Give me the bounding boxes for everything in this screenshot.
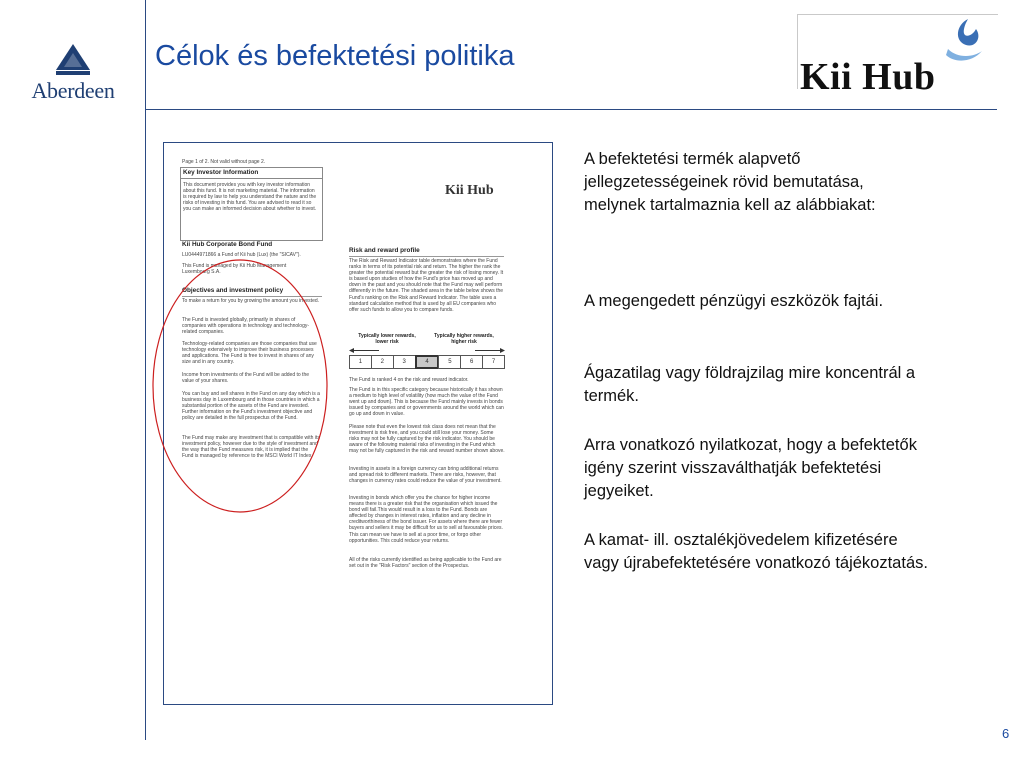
doc-risk-scale-cell: 6: [460, 355, 483, 369]
doc-risk-scale-cell: 1: [349, 355, 372, 369]
doc-risk-scale: [349, 355, 504, 369]
doc-risk-scale-cell: 4: [415, 355, 440, 369]
doc-kid-box: [180, 167, 323, 241]
kiihub-logo: [797, 14, 998, 98]
doc-page-note: Page 1 of 2. Not valid without page 2.: [182, 159, 266, 165]
doc-managed-by: This Fund is managed by Kii Hub Management Luxembourg S.A.: [182, 263, 287, 276]
aberdeen-mountain-icon: [56, 44, 90, 76]
vertical-divider: [145, 0, 146, 740]
doc-risk-bullet-5: Investing in bonds which offer you the chance for higher income means there is a greater risk that the organisation which issued the bond will fail.This would result in a loss to the Fund. Bonds are affected by changes in interest rates, inflation and any decline in creditworthiness of the bond issuer. For assets where there are fewer buyers and sellers it may be difficult for us to sell at favourable prices. This can mean we have to sell at a poor time, or forgo other opportunities. This could reduce your returns.: [349, 495, 503, 544]
aberdeen-logo: [20, 44, 126, 106]
item-dividend-info: A kamat- ill. osztalékjövedelem kifizetésére vagy újrabefektetésére vonatkozó tájékoztatás.: [584, 531, 928, 572]
doc-risk-bullet-6: All of the risks currently identified as being applicable to the Fund are set out in the "Risk Factors" section of the Prospectus.: [349, 557, 502, 570]
doc-objective-p1: To make a return for you by growing the amount you invested.: [182, 298, 320, 304]
item-sector-focus: Ágazatilag vagy földrajzilag mire koncentrál a termék.: [584, 364, 916, 405]
doc-objective-p6: The Fund may make any investment that is compatible with its investment policy, however due to the style of investment and the way that the Fund measures risk, it is implied that the Fund is managed by reference to the MSCI World IT Index.: [182, 435, 320, 460]
doc-risk-heading: Risk and reward profile: [349, 247, 420, 254]
doc-fund-id: LU0444971866 a Fund of Kii hub (Lux) (the "SICAV").: [182, 252, 301, 258]
item-redemption-statement: Arra vonatkozó nyilatkozat, hogy a befektetők igény szerint visszaválthatják befektetési jegyeiket.: [584, 436, 917, 500]
doc-risk-bullet-4: Investing in assets in a foreign currency can bring additional returns and spread risk to different markets. There are risks, however, that changes in currency rates could reduce the value of your investment.: [349, 466, 502, 485]
doc-logo: Kii Hub: [445, 183, 494, 198]
doc-kid-title: Key Investor Information: [183, 169, 259, 176]
doc-objective-p4: Income from investments of the Fund will be added to the value of your shares.: [182, 372, 310, 385]
doc-risk-scale-cell: 3: [393, 355, 416, 369]
doc-kid-text: This document provides you with key investor information about this fund. It is not marketing material. The information is required by law to help you understand the nature and the risks of investing in this fund. You are advised to read it so you can make an informed decision about whether to invest.: [183, 182, 317, 213]
item-allowed-instruments: A megengedett pénzügyi eszközök fajtái.: [584, 292, 884, 310]
doc-lower-label: Typically lower rewards, lower risk: [358, 333, 416, 346]
page-number: 6: [1002, 726, 1010, 741]
intro-text: A befektetési termék alapvető jellegzetességeinek rövid bemutatása, melynek tartalmaznia kell az alábbiakat:: [584, 150, 876, 214]
doc-objective-p3: Technology-related companies are those companies that use technology extensively to improve their business processes and applications. The Fund is free to invest in shares of any size and in any country.: [182, 341, 317, 366]
doc-higher-label: Typically higher rewards, higher risk: [434, 333, 494, 346]
doc-risk-arrow-icon: [349, 347, 505, 354]
header-divider: [145, 109, 997, 110]
doc-objective-p5: You can buy and sell shares in the Fund on any day which is a business day in Luxembourg and in those countries in which a substantial portion of the assets of the Fund are invested. Further information on the Fund's investment objective and policy are detailed in the full prospectus of the Fund.: [182, 391, 320, 422]
doc-risk-bullet-2: The Fund is in this specific category because historically it has shown a medium to high level of volatility (how much the value of the Fund went up and down). This is because the Fund mainly invests in bonds issued by companies and or governments around the world which can go up and down in value.: [349, 387, 504, 418]
highlight-ellipse: [150, 257, 330, 515]
doc-fund-name: Kii Hub Corporate Bond Fund: [182, 241, 273, 248]
doc-risk-intro: The Risk and Reward Indicator table demonstrates where the Fund ranks in terms of its potential risk and return. The higher the rank the greater the potential reward but the greater the risk of losing money. It is based upon studies of how the Fund's price has moved up and down in the past and you should note that the Fund may well perform differently in the future. The shaded area in the table below shows the Fund's ranking on the Risk and Reward Indicator. The table uses a standard calculation method that is used by all EU companies who offer such funds to allow you to compare funds.: [349, 258, 504, 313]
doc-risk-scale-cell: 5: [438, 355, 461, 369]
doc-risk-scale-cell: 7: [482, 355, 505, 369]
doc-objective-p2: The Fund is invested globally, primarily in shares of companies with operations in technology and technology-related companies.: [182, 317, 310, 336]
aberdeen-wordmark: Aberdeen: [31, 78, 115, 103]
kiihub-wordmark: Kii Hub: [800, 56, 936, 98]
doc-risk-bullet-3: Please note that even the lowest risk class does not mean that the investment is risk free, and you could still lose your money. Some risks may not be fully captured by the risk indicator. You should be aware of the following material risks of investing in the Fund which may not be fully captured in the risk and reward number shown above.: [349, 424, 505, 455]
document-scan: [163, 142, 553, 705]
doc-risk-scale-cell: 2: [371, 355, 394, 369]
kiihub-swirl-icon: [938, 15, 988, 71]
slide-title: Célok és befektetési politika: [155, 40, 515, 72]
doc-objectives-heading: Objectives and investment policy: [182, 287, 284, 294]
doc-risk-bullet-1: The Fund is ranked 4 on the risk and reward indicator.: [349, 377, 469, 383]
